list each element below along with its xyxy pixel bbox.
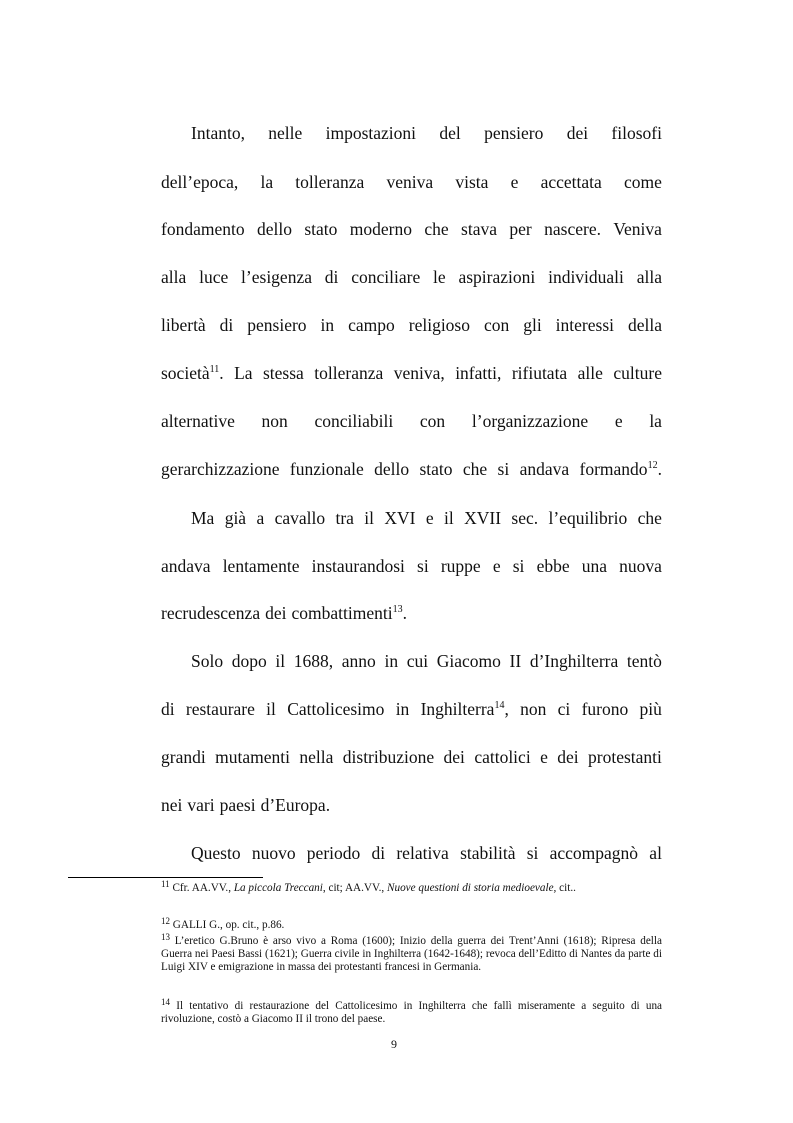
text-line-7: alternative non conciliabili con l’organizzazione e la [161,411,662,431]
footnote-ref-13: 13 [392,604,403,615]
footnote-ref-12: 12 [647,460,658,471]
text-line-6: società$^{11}$. La stessa tolleranza veniva, infatti, rifiutata alle culture [161,363,662,383]
footnote-11: $^{11}$ Cfr. AA.VV., La piccola Treccani, cit; AA.VV., Nuove questioni di storia medioevale, cit.. [161,879,576,894]
text-line-11: recrudescenza dei combattimenti$^{13}$. [161,603,407,623]
footnote-ref-11: 11 [209,364,220,375]
text-line-2: dell’epoca, la tolleranza veniva vista e accettata come [161,172,662,192]
footnote-separator [68,877,263,878]
footnote-ref-14: 14 [494,700,505,711]
page-number: 9 [391,1037,397,1051]
text-line-16: Questo nuovo periodo di relativa stabilità si accompagnò al [191,843,662,863]
text-line-3: fondamento dello stato moderno che stava per nascere. Veniva [161,219,662,239]
text-line-15: nei vari paesi d’Europa. [161,795,331,815]
text-line-8: gerarchizzazione funzionale dello stato che si andava formando$^{12}$. [161,459,662,479]
text-line-4: alla luce l’esigenza di conciliare le aspirazioni individuali alla [161,267,662,287]
text-line-5: libertà di pensiero in campo religioso con gli interessi della [161,315,662,335]
text-line-14: grandi mutamenti nella distribuzione dei cattolici e dei protestanti [161,747,662,767]
text-line-1: Intanto, nelle impostazioni del pensiero dei filosofi [191,123,662,143]
footnote-14: $^{14}$ Il tentativo di restaurazione del Cattolicesimo in Inghilterra che fallì miseramente a seguito di una rivoluzione, costò a Giacomo II il trono del paese. [161,997,663,1025]
footnote-12: $^{12}$ GALLI G., op. cit., p.86. [161,916,285,931]
text-line-13: di restaurare il Cattolicesimo in Inghilterra$^{14}$, non ci furono più [161,699,662,719]
text-line-12: Solo dopo il 1688, anno in cui Giacomo II d’Inghilterra tentò [191,651,662,671]
text-line-9: Ma già a cavallo tra il XVI e il XVII sec. l’equilibrio che [191,508,662,528]
text-line-10: andava lentamente instaurandosi si ruppe e si ebbe una nuova [161,556,662,576]
footnote-13: $^{13}$ L’eretico G.Bruno è arso vivo a Roma (1600); Inizio della guerra dei Trent’Anni (1618); Ripresa della Guerra nei Paesi Bassi (1621); Guerra civile in Inghilterra (1642-1648); revoca dell’Editto di Nantes da parte di Luigi XIV e emigrazione in massa dei protestanti francesi in Germania. [161,932,662,973]
